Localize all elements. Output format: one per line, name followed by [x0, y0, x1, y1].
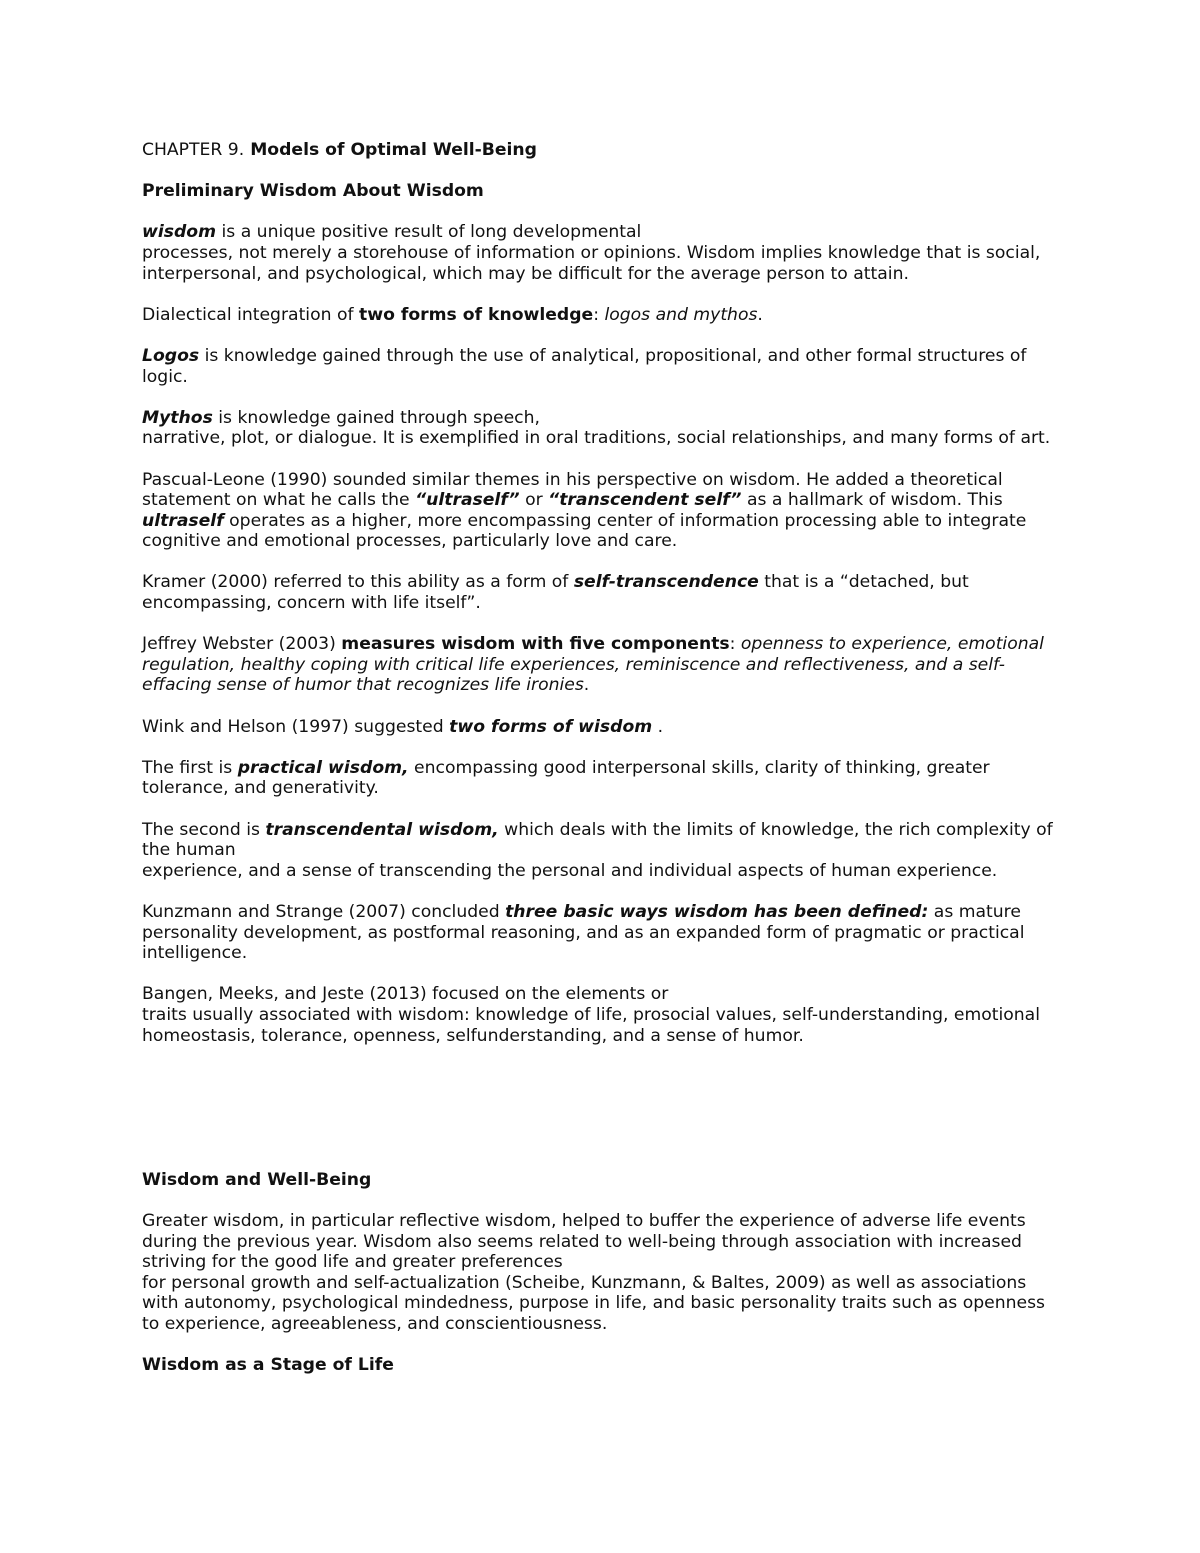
- term-practical-wisdom: practical wisdom,: [237, 757, 409, 778]
- paragraph-webster: [142, 634, 1060, 696]
- text-span: or: [519, 490, 549, 511]
- section-heading-stage-of-life: Wisdom as a Stage of Life: [142, 1355, 394, 1376]
- text-span: operates as a higher, more encompassing center of information processing able to integrate cognitive and emotional processes, particularly love and care.: [142, 510, 1027, 552]
- paragraph-transcendental-wisdom: [142, 820, 1060, 882]
- paragraph-dialectical: [142, 305, 1060, 326]
- chapter-number: CHAPTER 9.: [142, 140, 245, 160]
- document-page: [142, 140, 1060, 1396]
- paragraph-logos: [142, 346, 1060, 387]
- paragraph-practical-wisdom: [142, 758, 1060, 799]
- term-logos: Logos: [142, 345, 200, 366]
- text-span: that is a “detached, but encompassing, concern with life itself”.: [142, 572, 969, 614]
- italic-components-list: openness to experience, emotional regulation, healthy coping with critical life experiences, reminiscence and reflectiveness, and a self-effacing sense of humor that recognizes life ironies: [142, 634, 1044, 696]
- text-span: The first is: [142, 757, 238, 778]
- paragraph-greater-wisdom: [142, 1211, 1060, 1335]
- text-span: :: [593, 304, 605, 325]
- paragraph-kunzmann: [142, 902, 1060, 964]
- term-two-forms-wisdom: two forms of wisdom: [449, 716, 653, 737]
- bold-two-forms: two forms of knowledge: [358, 304, 594, 325]
- chapter-title: [142, 140, 1060, 161]
- section-heading-preliminary: Preliminary Wisdom About Wisdom: [142, 181, 484, 202]
- text-span: :: [729, 634, 741, 655]
- italic-logos-mythos: logos and mythos: [604, 304, 758, 325]
- paragraph-kramer: [142, 572, 1060, 613]
- text-span: is a unique positive result of long developmental: [216, 222, 642, 243]
- text-span: which deals with the limits of knowledge, the rich complexity of the human: [142, 819, 1053, 861]
- text-span: is knowledge gained through speech,: [212, 407, 540, 428]
- text-span: Kunzmann and Strange (2007) concluded: [142, 901, 506, 922]
- paragraph-bangen: [142, 984, 1060, 1046]
- text-span: processes, not merely a storehouse of information or opinions. Wisdom implies knowledge that is social, interpersonal, and psychological, which may be difficult for the average person to attain.: [142, 242, 1041, 284]
- text-span: .: [757, 304, 763, 325]
- text-span: experience, and a sense of transcending the personal and individual aspects of human experience.: [142, 860, 998, 881]
- paragraph-mythos: [142, 408, 1060, 449]
- bold-five-components: measures wisdom with five components: [341, 634, 730, 655]
- text-span: Bangen, Meeks, and Jeste (2013) focused on the elements or: [142, 984, 669, 1005]
- term-mythos: Mythos: [142, 407, 213, 428]
- chapter-title-text: Models of Optimal Well-Being: [244, 140, 537, 160]
- text-span: Dialectical integration of: [142, 304, 359, 325]
- term-transcendent-self: “transcendent self”: [548, 490, 742, 511]
- section-heading-wisdom-well-being: Wisdom and Well-Being: [142, 1169, 372, 1190]
- paragraph-pascual-leone: [142, 470, 1060, 552]
- text-span: The second is: [142, 819, 266, 840]
- text-span: Pascual-Leone (1990) sounded similar themes in his perspective on wisdom. He added a theoretical statement on what he calls the: [142, 469, 1003, 511]
- paragraph-wink-helson: [142, 717, 1060, 738]
- text-span: for personal growth and self-actualization (Scheibe, Kunzmann, & Baltes, 2009) as well as associations with autonomy, psychological mindedness, purpose in life, and basic personality traits such as openness to experience, agreeableness, and conscientiousness.: [142, 1272, 1045, 1334]
- text-span: .: [583, 675, 590, 696]
- text-span: Kramer (2000) referred to this ability as a form of: [142, 572, 574, 593]
- text-span: as mature personality development, as postformal reasoning, and as an expanded form of pragmatic or practical intelligence.: [142, 901, 1025, 964]
- text-span: Jeffrey Webster (2003): [142, 634, 342, 655]
- text-span: Wink and Helson (1997) suggested: [142, 716, 450, 737]
- text-span: traits usually associated with wisdom: knowledge of life, prosocial values, self-understanding, emotional homeostasis, tolerance, openness, selfunderstanding, and a sense of humor.: [142, 1004, 1040, 1046]
- term-ultraself-quoted: “ultraself”: [415, 490, 520, 511]
- spacer: [142, 1067, 1060, 1170]
- term-self-transcendence: self-transcendence: [573, 572, 759, 593]
- text-span: as a hallmark of wisdom. This: [741, 490, 1003, 511]
- term-wisdom: wisdom: [142, 222, 217, 243]
- text-span: encompassing good interpersonal skills, clarity of thinking, greater tolerance, and generativity.: [142, 757, 990, 799]
- paragraph-wisdom-definition: [142, 222, 1060, 284]
- text-span: narrative, plot, or dialogue. It is exemplified in oral traditions, social relationships, and many forms of art.: [142, 428, 1051, 449]
- text-span: .: [652, 716, 664, 737]
- text-span: is knowledge gained through the use of analytical, propositional, and other formal structures of logic.: [142, 345, 1027, 387]
- term-three-basic-ways: three basic ways wisdom has been defined:: [505, 901, 929, 922]
- term-ultraself: ultraself: [142, 510, 224, 531]
- text-span: Greater wisdom, in particular reflective wisdom, helped to buffer the experience of adverse life events during the previous year. Wisdom also seems related to well-being through association with increased striving for the good life and greater preferences: [142, 1210, 1026, 1273]
- term-transcendental-wisdom: transcendental wisdom,: [265, 819, 499, 840]
